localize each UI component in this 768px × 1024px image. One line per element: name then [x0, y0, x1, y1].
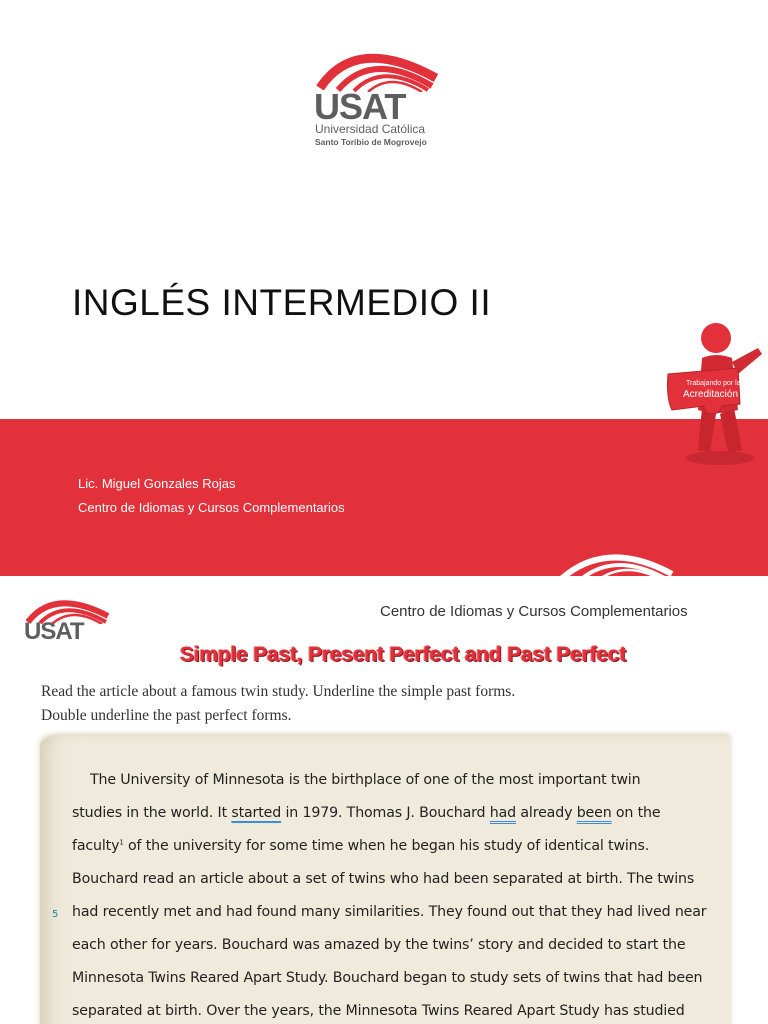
- article-line-4: Bouchard read an article about a set of twins who had been separated at birth. The twins: [72, 871, 695, 887]
- underlined-simple-past: started: [231, 805, 282, 821]
- logo-small-wordmark: USAT: [24, 618, 84, 645]
- text-fragment: faculty: [72, 838, 120, 854]
- article-line-6: each other for years. Bouchard was amazed by the twins’ story and decided to start the: [72, 937, 686, 953]
- double-underlined-past-perfect: been: [576, 805, 612, 821]
- article-line-7: Minnesota Twins Reared Apart Study. Bouchard began to study sets of twins that had been: [72, 970, 703, 986]
- usat-logo-small: [24, 592, 114, 645]
- department-name: Centro de Idiomas y Cursos Complementarios: [78, 500, 345, 515]
- content-slide: [0, 576, 768, 1024]
- article-line-1: The University of Minnesota is the birthplace of one of the most important twin: [90, 772, 641, 788]
- article-line-5: had recently met and had found many similarities. They found out that they had lived near: [72, 904, 707, 920]
- footnote-marker: 1: [119, 838, 124, 847]
- badge-line2: Acreditación: [683, 389, 739, 400]
- badge-line1: Trabajando por la: [686, 380, 741, 387]
- logo-university-subname: Santo Toribio de Mogrovejo: [315, 137, 427, 147]
- usat-logo: [312, 40, 452, 152]
- text-fragment: studies in the world. It: [72, 805, 232, 821]
- bottom-arcs-icon: [556, 540, 676, 576]
- article-line-2: [72, 805, 732, 821]
- presenter-name: Lic. Miguel Gonzales Rojas: [78, 476, 236, 491]
- logo-arcs-icon: [316, 40, 440, 92]
- double-underlined-past-perfect: had: [489, 805, 517, 821]
- instruction-line-2: Double underline the past perfect forms.: [41, 707, 292, 724]
- course-title: INGLÉS INTERMEDIO II: [72, 282, 492, 323]
- text-fragment: of the university for some time when he began his study of identical twins.: [123, 838, 650, 854]
- header-department: Centro de Idiomas y Cursos Complementarios: [380, 603, 688, 620]
- instruction-line-1: Read the article about a famous twin study. Underline the simple past forms.: [41, 683, 516, 700]
- text-fragment: in 1979. Thomas J. Bouchard: [281, 805, 490, 821]
- slide-title: Simple Past, Present Perfect and Past Perfect: [180, 643, 627, 666]
- article-line-3: [72, 838, 732, 854]
- logo-wordmark: USAT: [314, 86, 406, 127]
- logo-university-name: Universidad Católica: [315, 122, 426, 136]
- article-line-8: separated at birth. Over the years, the Minnesota Twins Reared Apart Study has studied: [72, 1003, 685, 1019]
- text-fragment: already: [516, 805, 577, 821]
- text-fragment: on the: [611, 805, 661, 821]
- line-number: 5: [52, 909, 59, 920]
